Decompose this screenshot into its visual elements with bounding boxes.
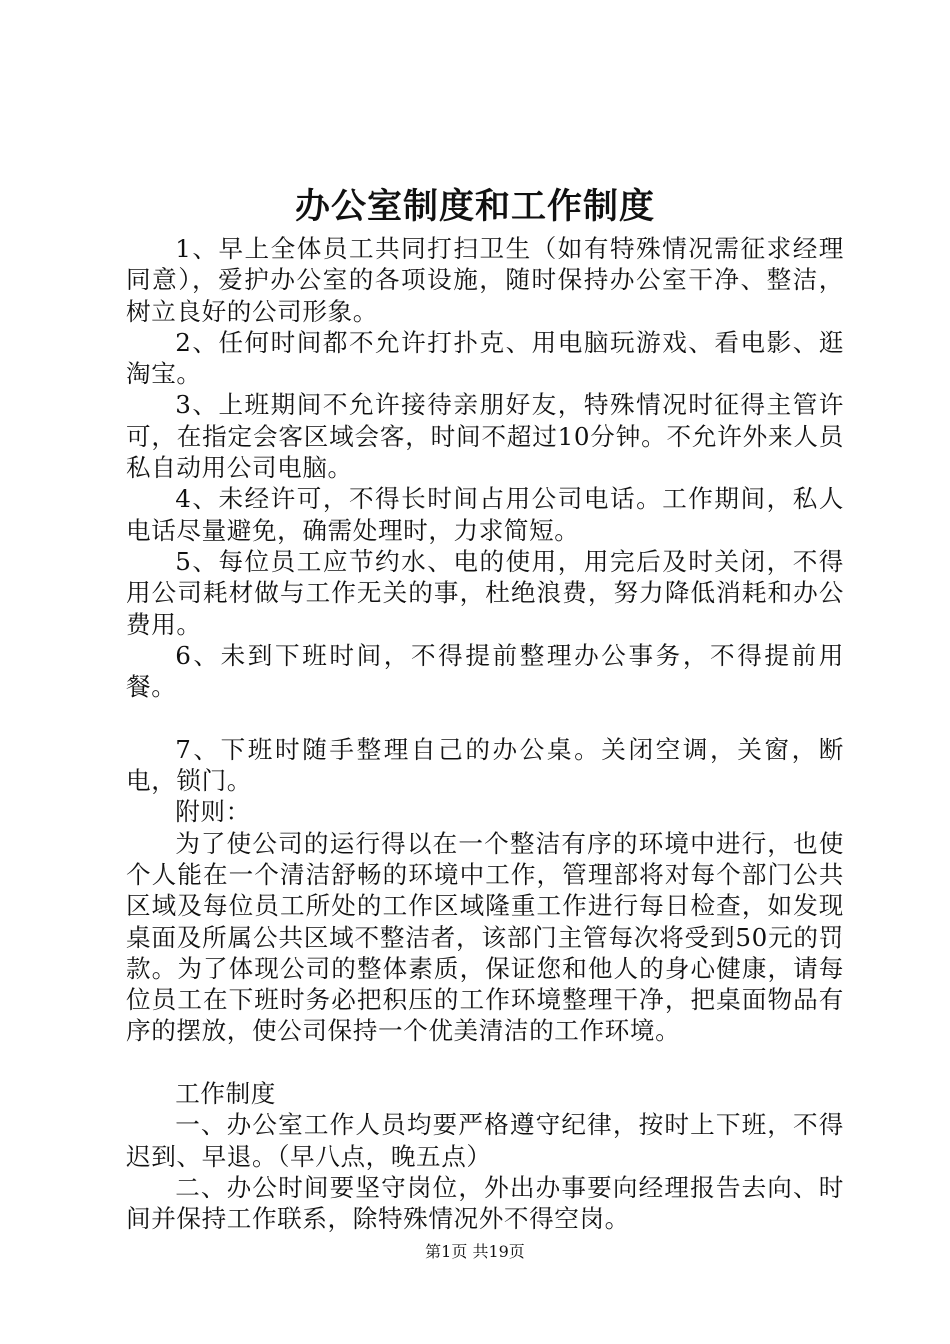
rule-5: 5、每位员工应节约水、电的使用，用完后及时关闭，不得用公司耗材做与工作无关的事，杜绝浪费，努力降低消耗和办公费用。 (126, 546, 844, 639)
work-rule-2: 二、办公时间要坚守岗位，外出办事要向经理报告去向、时间并保持工作联系，除特殊情况外不得空岗。 (126, 1172, 844, 1234)
rule-4: 4、未经许可，不得长时间占用公司电话。工作期间，私人电话尽量避免，确需处理时，力求简短。 (126, 484, 844, 545)
rule-3: 3、上班期间不允许接待亲朋好友，特殊情况时征得主管许可，在指定会客区域会客，时间不超过10分钟。不允许外来人员私自动用公司电脑。 (126, 390, 844, 483)
document-title: 办公室制度和工作制度 (294, 186, 655, 227)
rule-6: 6、未到下班时间，不得提前整理办公事务，不得提前用餐。 (126, 640, 844, 702)
paragraph-spacer (126, 702, 844, 733)
rule-1: 1、早上全体员工共同打扫卫生（如有特殊情况需征求经理同意），爱护办公室的各项设施，随时保持办公室干净、整洁，树立良好的公司形象。 (126, 234, 844, 326)
rule-7: 7、下班时随手整理自己的办公桌。关闭空调，关窗，断电，锁门。 (126, 734, 844, 796)
appendix-text: 为了使公司的运行得以在一个整洁有序的环境中进行，也使个人能在一个清洁舒畅的环境中工作，管理部将对每个部门公共区域及每位员工所处的工作区域隆重工作进行每日检查，如发现桌面及所属公共区域不整洁者，该部门主管每次将受到50元的罚款。为了体现公司的整体素质，保证您和他人的身心健康，请每位员工在下班时务必把积压的工作环境整理干净，把桌面物品有序的摆放，使公司保持一个优美清洁的工作环境。 (126, 828, 844, 1046)
work-rules-heading: 工作制度 (175, 1079, 276, 1109)
page-number: 第1页 共19页 (425, 1242, 525, 1261)
appendix-heading: 附则： (175, 797, 251, 827)
work-rule-1: 一、办公室工作人员均要严格遵守纪律，按时上下班，不得迟到、早退。（早八点，晚五点） (126, 1110, 844, 1171)
paragraph-spacer (126, 1047, 844, 1078)
document-body (126, 233, 844, 1235)
rule-2: 2、任何时间都不允许打扑克、用电脑玩游戏、看电影、逛淘宝。 (126, 327, 844, 389)
